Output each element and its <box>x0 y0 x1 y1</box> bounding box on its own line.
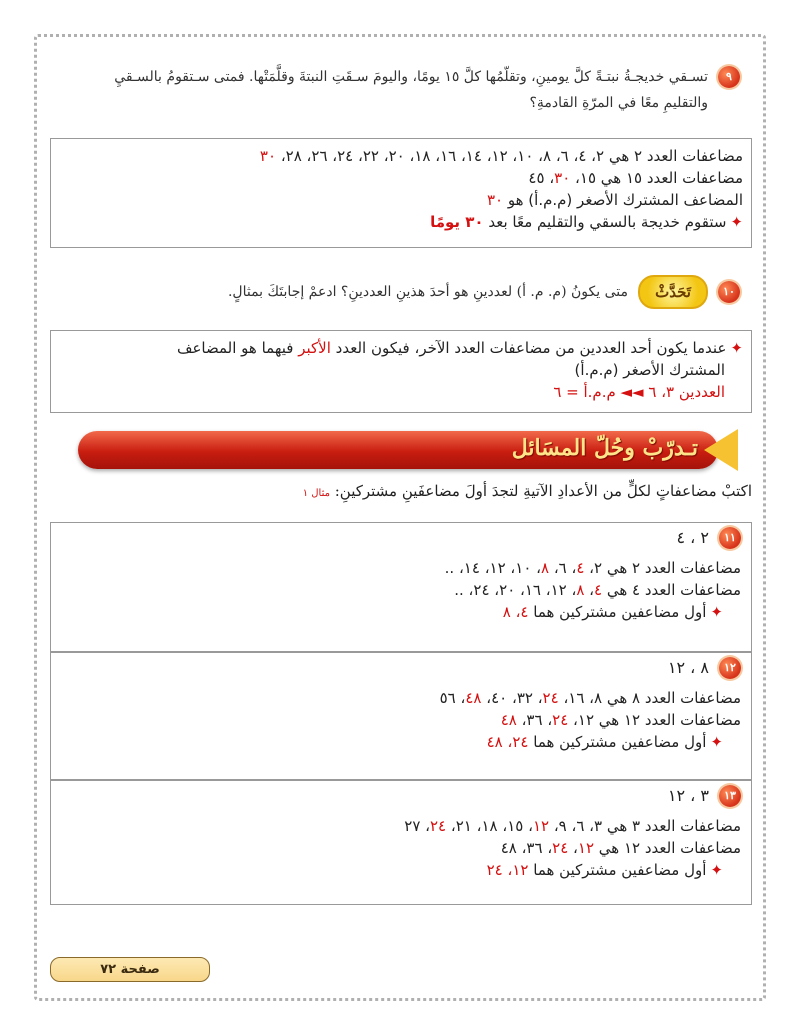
number-pair: ٨ ، ١٢ <box>667 658 709 677</box>
section-banner <box>78 427 738 472</box>
answer-conclusion: ✦ستقوم خديجة بالسقي والتقليم معًا بعد ٣٠ يومًا <box>430 213 743 231</box>
number-pair: ٢ ، ٤ <box>676 528 709 547</box>
answer-line: مضاعفات العدد ٨ هي ٨، ١٦، ٢٤، ٣٢، ٤٠، ٤٨، ٥٦ <box>439 689 741 707</box>
question-number-badge: ٩ <box>718 66 740 88</box>
answer-9-box <box>50 138 752 248</box>
question-13-section <box>50 780 752 905</box>
question-10-text: متى يكونُ (م. م. أ) لعددينِ هو أحدَ هذينِ العددينِ؟ ادعمْ إجابتَكَ بمثالٍ. <box>227 284 628 300</box>
answer-conclusion: ✦أول مضاعفين مشتركين هما ١٢، ٢٤ <box>486 861 723 879</box>
question-number-badge: ١٢ <box>719 657 741 679</box>
question-number-badge: ١٠ <box>718 281 740 303</box>
question-10 <box>228 275 740 309</box>
instruction: اكتبْ مضاعفاتٍ لكلٍّ من الأعدادِ الآتيةِ لتجدَ أولَ مضاعفَينِ مشتركينِ: مثال ١ <box>302 482 752 500</box>
banner-arrow-icon <box>704 429 738 471</box>
answer-line: مضاعفات العدد ٢ هي ٢، ٤، ٦، ٨، ١٠، ١٢، ١٤، .. <box>444 559 741 577</box>
answer-example: العددين ٣، ٦ ◄◄ م.م.أ = ٦ <box>553 383 725 401</box>
answer-10-box <box>50 330 752 413</box>
answer-line: مضاعفات العدد ٤ هي ٤، ٨، ١٢، ١٦، ٢٠، ٢٤، .. <box>454 581 741 599</box>
question-number-badge: ١١ <box>719 527 741 549</box>
example-reference: مثال ١ <box>302 488 330 499</box>
answer-line: مضاعفات العدد ١٢ هي ١٢، ٢٤، ٣٦، ٤٨ <box>500 839 741 857</box>
answer-conclusion: ✦أول مضاعفين مشتركين هما ٢٤، ٤٨ <box>486 733 723 751</box>
star-icon: ✦ <box>710 861 723 879</box>
question-number-badge: ١٣ <box>719 785 741 807</box>
answer-line: ✦عندما يكون أحد العددين من مضاعفات العدد الآخر، فيكون العدد الأكبر فيهما هو المضاعف <box>176 339 743 357</box>
answer-line: مضاعفات العدد ٣ هي ٣، ٦، ٩، ١٢، ١٥، ١٨، ٢١، ٢٤، ٢٧ <box>404 817 741 835</box>
question-9 <box>114 64 740 116</box>
answer-line: مضاعفات العدد ٢ هي ٢، ٤، ٦، ٨، ١٠، ١٢، ١٤، ١٦، ١٨، ٢٠، ٢٢، ٢٤، ٢٦، ٢٨، ٣٠ <box>259 147 743 165</box>
star-icon: ✦ <box>730 339 743 357</box>
question-12-section <box>50 652 752 780</box>
banner-title: تـدرّبْ وحُلّ المسَائل <box>511 435 698 461</box>
question-9-line2: والتقليمِ معًا في المرّةِ القادمةِ؟ <box>529 95 708 111</box>
question-11-section <box>50 522 752 652</box>
number-pair: ٣ ، ١٢ <box>667 786 709 805</box>
answer-line: المضاعف المشترك الأصغر (م.م.أ) هو ٣٠ <box>486 191 743 209</box>
answer-line: المشترك الأصغر (م.م.أ) <box>574 361 725 379</box>
answer-line: مضاعفات العدد ١٢ هي ١٢، ٢٤، ٣٦، ٤٨ <box>500 711 741 729</box>
question-9-line1: تسـقي خديجـةُ نبتـةً كلَّ يومينِ، وتقلّمُها كلَّ ١٥ يومًا، واليومَ سـقَتِ النبتةَ وقلَّمَتْها. فمتى سـتقومُ بالسـقيِ <box>114 69 708 85</box>
answer-conclusion: ✦أول مضاعفين مشتركين هما ٤، ٨ <box>502 603 723 621</box>
page-number-tab: صفحة ٧٢ <box>50 957 210 982</box>
star-icon: ✦ <box>710 603 723 621</box>
star-icon: ✦ <box>730 213 743 231</box>
star-icon: ✦ <box>710 733 723 751</box>
talk-badge: تَحَدَّثْ <box>638 275 708 309</box>
answer-line: مضاعفات العدد ١٥ هي ١٥، ٣٠، ٤٥ <box>528 169 743 187</box>
